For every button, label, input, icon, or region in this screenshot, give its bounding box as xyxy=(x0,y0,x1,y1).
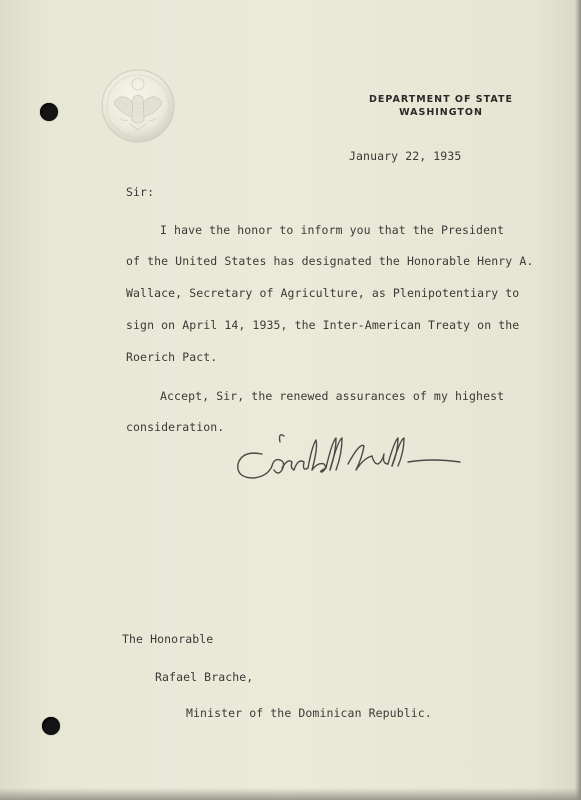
body-line: Roerich Pact. xyxy=(126,350,218,364)
closing-line: consideration. xyxy=(126,420,225,434)
letterhead-city: WASHINGTON xyxy=(399,107,483,118)
body-line: I have the honor to inform you that the President xyxy=(160,223,505,237)
salutation: Sir: xyxy=(126,185,155,199)
recipient-title: The Honorable xyxy=(122,632,214,646)
letterhead-department: DEPARTMENT OF STATE xyxy=(369,94,513,105)
body-line: of the United States has designated the Honorable Henry A. xyxy=(126,254,534,268)
recipient-position: Minister of the Dominican Republic. xyxy=(186,706,432,720)
body-line: sign on April 14, 1935, the Inter-American Treaty on the xyxy=(126,318,520,332)
closing-line: Accept, Sir, the renewed assurances of my highest xyxy=(160,389,505,403)
body-line: Wallace, Secretary of Agriculture, as Plenipotentiary to xyxy=(126,286,520,300)
letterhead xyxy=(356,93,526,119)
signature xyxy=(232,428,468,492)
punch-hole-icon xyxy=(40,103,58,121)
punch-hole-icon xyxy=(42,717,60,735)
paper-edge-shadow xyxy=(0,788,581,800)
recipient-name: Rafael Brache, xyxy=(155,670,254,684)
letter-date: January 22, 1935 xyxy=(349,149,462,163)
embossed-eagle-seal-icon xyxy=(100,68,176,144)
paper-edge-shadow xyxy=(575,0,581,800)
